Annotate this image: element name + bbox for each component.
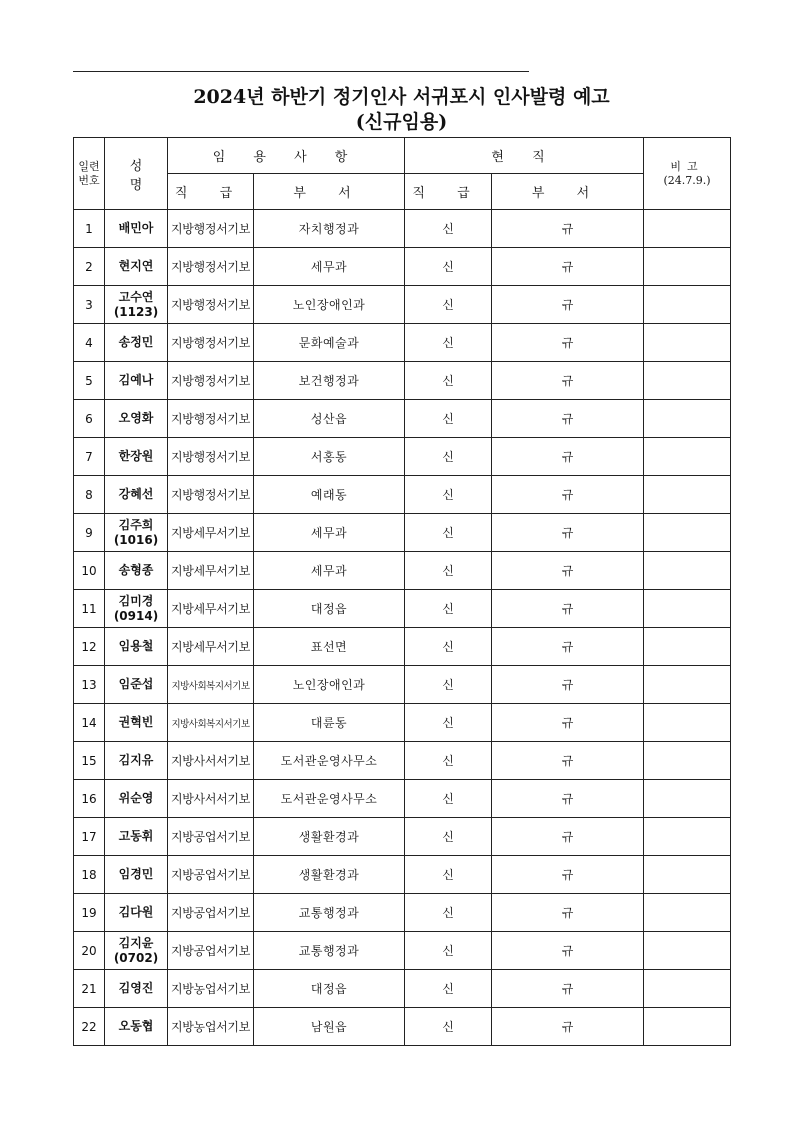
row-current-department: 규 (492, 476, 644, 514)
table-row (74, 666, 731, 704)
row-note (644, 666, 731, 704)
row-note (644, 818, 731, 856)
table-row (74, 552, 731, 590)
row-current-department: 규 (492, 666, 644, 704)
row-name (105, 780, 168, 818)
row-department: 세무과 (254, 248, 405, 286)
table-row (74, 894, 731, 932)
row-current-grade: 신 (405, 856, 492, 894)
header-serial-number: 일련번호 (74, 138, 105, 210)
row-name (105, 248, 168, 286)
row-name-text: 김영진 (118, 981, 154, 995)
row-current-grade: 신 (405, 286, 492, 324)
table-body (74, 210, 731, 1046)
row-current-grade: 신 (405, 970, 492, 1008)
row-current-grade: 신 (405, 666, 492, 704)
table-row (74, 780, 731, 818)
row-current-department: 규 (492, 324, 644, 362)
row-name (105, 514, 168, 552)
row-department: 대정읍 (254, 590, 405, 628)
row-name (105, 324, 168, 362)
row-department: 성산읍 (254, 400, 405, 438)
row-current-grade: 신 (405, 476, 492, 514)
row-current-department: 규 (492, 362, 644, 400)
row-name (105, 856, 168, 894)
row-grade: 지방사서서기보 (168, 742, 254, 780)
row-name (105, 476, 168, 514)
row-note (644, 210, 731, 248)
row-grade: 지방공업서기보 (168, 818, 254, 856)
row-note (644, 514, 731, 552)
header-current-grade: 직 급 (405, 174, 492, 210)
row-name (105, 552, 168, 590)
header-note-label: 비고 (670, 159, 704, 173)
row-name (105, 666, 168, 704)
row-current-grade: 신 (405, 438, 492, 476)
row-current-grade: 신 (405, 818, 492, 856)
row-name-text: 김미경 (118, 593, 154, 608)
row-current-grade: 신 (405, 324, 492, 362)
row-current-department: 규 (492, 818, 644, 856)
row-name (105, 362, 168, 400)
row-name-text: 임경민 (118, 867, 154, 881)
row-name-text: 김주희 (118, 517, 154, 532)
row-note (644, 780, 731, 818)
table-row (74, 324, 731, 362)
row-name (105, 970, 168, 1008)
row-grade: 지방사회복지서기보 (168, 666, 254, 704)
row-note (644, 248, 731, 286)
document-subtitle: (신규임용) (355, 111, 448, 133)
row-department: 교통행정과 (254, 894, 405, 932)
row-name (105, 704, 168, 742)
row-name (105, 1008, 168, 1046)
row-note (644, 932, 731, 970)
row-current-grade: 신 (405, 400, 492, 438)
document-title: 2024년 하반기 정기인사 서귀포시 인사발령 예고 (193, 86, 610, 108)
row-department: 보건행정과 (254, 362, 405, 400)
row-name (105, 818, 168, 856)
row-grade: 지방공업서기보 (168, 856, 254, 894)
row-department: 생활환경과 (254, 856, 405, 894)
header-name: 성 명 (105, 138, 168, 210)
row-department: 대정읍 (254, 970, 405, 1008)
table-row (74, 742, 731, 780)
table-row (74, 438, 731, 476)
table-row (74, 476, 731, 514)
row-name-text: 송정민 (118, 335, 154, 349)
row-current-department: 규 (492, 704, 644, 742)
row-note (644, 590, 731, 628)
row-note (644, 438, 731, 476)
row-name-text: 임용철 (118, 639, 154, 653)
row-name-text: 임준섭 (118, 677, 154, 691)
table-row (74, 210, 731, 248)
row-grade: 지방세무서기보 (168, 552, 254, 590)
row-name-text: 송형종 (118, 563, 154, 577)
row-department: 문화예술과 (254, 324, 405, 362)
row-department: 노인장애인과 (254, 666, 405, 704)
row-current-department: 규 (492, 552, 644, 590)
row-current-grade: 신 (405, 742, 492, 780)
row-grade: 지방세무서기보 (168, 514, 254, 552)
row-name-sub: (1123) (113, 304, 159, 319)
row-department: 세무과 (254, 514, 405, 552)
row-number: 1 (74, 210, 105, 248)
table-row (74, 362, 731, 400)
row-current-department: 규 (492, 210, 644, 248)
row-department: 도서관운영사무소 (254, 742, 405, 780)
row-current-department: 규 (492, 894, 644, 932)
header-grade: 직 급 (168, 174, 254, 210)
row-number: 12 (74, 628, 105, 666)
top-rule (73, 71, 529, 72)
row-current-department: 규 (492, 780, 644, 818)
row-department: 세무과 (254, 552, 405, 590)
row-name (105, 590, 168, 628)
row-current-grade: 신 (405, 210, 492, 248)
row-current-grade: 신 (405, 248, 492, 286)
row-department: 남원읍 (254, 1008, 405, 1046)
row-grade: 지방행정서기보 (168, 438, 254, 476)
row-name (105, 400, 168, 438)
row-note (644, 856, 731, 894)
row-name-sub: (1016) (113, 532, 159, 547)
row-grade: 지방사회복지서기보 (168, 704, 254, 742)
row-name-text: 고수연 (118, 289, 154, 304)
row-grade: 지방사서서기보 (168, 780, 254, 818)
row-number: 4 (74, 324, 105, 362)
row-note (644, 286, 731, 324)
row-name (105, 894, 168, 932)
row-department: 생활환경과 (254, 818, 405, 856)
row-name-text: 김예나 (118, 373, 154, 387)
row-grade: 지방행정서기보 (168, 286, 254, 324)
row-name (105, 210, 168, 248)
row-current-grade: 신 (405, 780, 492, 818)
row-note (644, 742, 731, 780)
row-current-grade: 신 (405, 628, 492, 666)
row-grade: 지방공업서기보 (168, 932, 254, 970)
row-current-grade: 신 (405, 1008, 492, 1046)
row-name (105, 628, 168, 666)
row-note (644, 894, 731, 932)
row-number: 19 (74, 894, 105, 932)
row-current-grade: 신 (405, 894, 492, 932)
header-note (644, 138, 731, 210)
row-current-grade: 신 (405, 552, 492, 590)
row-note (644, 704, 731, 742)
row-current-department: 규 (492, 248, 644, 286)
row-grade: 지방행정서기보 (168, 362, 254, 400)
row-department: 표선면 (254, 628, 405, 666)
row-number: 20 (74, 932, 105, 970)
row-current-department: 규 (492, 932, 644, 970)
row-number: 8 (74, 476, 105, 514)
table-row (74, 514, 731, 552)
row-grade: 지방행정서기보 (168, 248, 254, 286)
row-number: 5 (74, 362, 105, 400)
table-row (74, 932, 731, 970)
row-current-department: 규 (492, 438, 644, 476)
row-current-department: 규 (492, 1008, 644, 1046)
row-department: 도서관운영사무소 (254, 780, 405, 818)
row-number: 21 (74, 970, 105, 1008)
header-current-position: 현 직 (405, 138, 644, 174)
row-number: 13 (74, 666, 105, 704)
row-current-department: 규 (492, 970, 644, 1008)
row-grade: 지방행정서기보 (168, 400, 254, 438)
row-grade: 지방행정서기보 (168, 210, 254, 248)
header-appointment: 임 용 사 항 (168, 138, 405, 174)
row-department: 교통행정과 (254, 932, 405, 970)
table-row (74, 704, 731, 742)
row-current-department: 규 (492, 286, 644, 324)
row-number: 3 (74, 286, 105, 324)
row-name (105, 742, 168, 780)
row-note (644, 400, 731, 438)
row-note (644, 1008, 731, 1046)
row-name-text: 강혜선 (118, 487, 154, 501)
row-note (644, 628, 731, 666)
row-number: 22 (74, 1008, 105, 1046)
row-grade: 지방공업서기보 (168, 894, 254, 932)
row-number: 7 (74, 438, 105, 476)
row-current-department: 규 (492, 400, 644, 438)
row-number: 6 (74, 400, 105, 438)
table-row (74, 1008, 731, 1046)
row-name-text: 김지윤 (118, 935, 154, 950)
row-current-grade: 신 (405, 590, 492, 628)
table-row (74, 286, 731, 324)
row-grade: 지방농업서기보 (168, 1008, 254, 1046)
table-row (74, 400, 731, 438)
row-current-department: 규 (492, 856, 644, 894)
row-name-text: 오동협 (118, 1019, 154, 1033)
row-current-department: 규 (492, 628, 644, 666)
row-number: 9 (74, 514, 105, 552)
row-name-text: 오영화 (118, 411, 154, 425)
row-current-grade: 신 (405, 932, 492, 970)
row-number: 2 (74, 248, 105, 286)
row-note (644, 324, 731, 362)
row-name (105, 286, 168, 324)
row-department: 예래동 (254, 476, 405, 514)
row-name (105, 932, 168, 970)
row-current-grade: 신 (405, 514, 492, 552)
row-number: 11 (74, 590, 105, 628)
row-number: 14 (74, 704, 105, 742)
row-grade: 지방농업서기보 (168, 970, 254, 1008)
row-number: 10 (74, 552, 105, 590)
row-name-text: 배민아 (118, 221, 154, 235)
header-department: 부 서 (254, 174, 405, 210)
row-number: 18 (74, 856, 105, 894)
row-grade: 지방행정서기보 (168, 476, 254, 514)
row-name-text: 위순영 (118, 791, 154, 805)
row-number: 17 (74, 818, 105, 856)
row-name-text: 김다원 (118, 905, 154, 919)
row-number: 16 (74, 780, 105, 818)
row-note (644, 970, 731, 1008)
row-name (105, 438, 168, 476)
header-note-date: (24.7.9.) (663, 173, 711, 187)
row-department: 서홍동 (254, 438, 405, 476)
table-row (74, 818, 731, 856)
table-row (74, 248, 731, 286)
row-note (644, 362, 731, 400)
row-name-text: 한장원 (118, 449, 154, 463)
row-department: 대륜동 (254, 704, 405, 742)
row-name-text: 고동휘 (118, 829, 154, 843)
row-grade: 지방행정서기보 (168, 324, 254, 362)
row-name-sub: (0702) (113, 950, 159, 965)
row-name-text: 현지연 (118, 259, 154, 273)
row-grade: 지방세무서기보 (168, 628, 254, 666)
row-current-grade: 신 (405, 362, 492, 400)
table-row (74, 628, 731, 666)
appointment-table (73, 137, 731, 1046)
row-grade: 지방세무서기보 (168, 590, 254, 628)
row-note (644, 552, 731, 590)
row-current-department: 규 (492, 514, 644, 552)
table-row (74, 590, 731, 628)
row-name-text: 권혁빈 (118, 715, 154, 729)
row-note (644, 476, 731, 514)
row-name-text: 김지유 (118, 753, 154, 767)
row-number: 15 (74, 742, 105, 780)
row-department: 노인장애인과 (254, 286, 405, 324)
row-current-grade: 신 (405, 704, 492, 742)
row-name-sub: (0914) (113, 608, 159, 623)
table-row (74, 970, 731, 1008)
header-current-department: 부 서 (492, 174, 644, 210)
row-current-department: 규 (492, 590, 644, 628)
table-row (74, 856, 731, 894)
row-department: 자치행정과 (254, 210, 405, 248)
row-current-department: 규 (492, 742, 644, 780)
